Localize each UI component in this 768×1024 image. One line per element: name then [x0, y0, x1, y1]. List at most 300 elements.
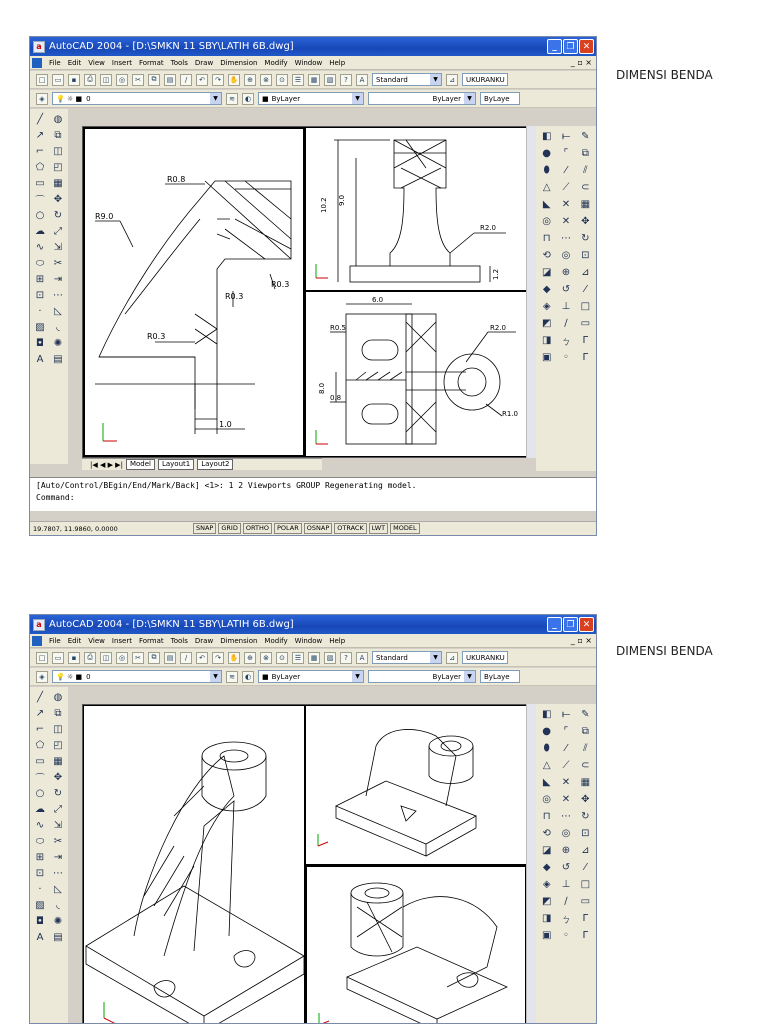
arc-icon[interactable]: ⌒ — [35, 196, 45, 207]
ucs-icon — [318, 834, 328, 846]
plot-icon[interactable]: ⎙ — [84, 74, 96, 86]
zoom-realtime-icon[interactable]: ⊕ — [244, 74, 256, 86]
menu-view[interactable]: View — [88, 636, 105, 645]
doc-window-controls[interactable]: _ ▫ × — [570, 636, 592, 645]
stretch-icon[interactable]: ⇲ — [53, 820, 63, 831]
restore-button[interactable]: ❐ — [563, 617, 578, 632]
move-icon[interactable]: ✥ — [53, 194, 63, 205]
copy-icon[interactable]: ⧉ — [581, 148, 589, 159]
offset-icon[interactable]: ⊂ — [581, 760, 590, 771]
menu-draw[interactable]: Draw — [194, 636, 214, 645]
extend-icon[interactable]: □ — [580, 301, 591, 312]
chamfer-icon[interactable]: Γ — [582, 913, 589, 924]
interfere-icon[interactable]: ◈ — [542, 879, 551, 890]
dim-r03a: R0.3 — [271, 280, 290, 289]
revcloud-icon[interactable]: ☁ — [35, 804, 45, 815]
publish-icon[interactable]: ◎ — [116, 652, 128, 664]
chamfer-icon[interactable]: ◺ — [54, 306, 62, 317]
linetype-dropdown[interactable]: ByLayer ▼ — [368, 92, 476, 105]
preview-icon[interactable]: ◫ — [100, 74, 112, 86]
menu-help[interactable]: Help — [329, 58, 346, 67]
table-icon[interactable]: ▤ — [53, 354, 63, 365]
dim-r9: R9.0 — [95, 212, 114, 221]
tab-nav-arrows[interactable]: |◀ ◀ ▶ ▶| — [90, 460, 123, 469]
paste-icon[interactable]: ▤ — [164, 74, 176, 86]
dim-continue-icon[interactable]: ⊕ — [561, 845, 571, 856]
zoom-realtime-icon[interactable]: ⊕ — [244, 652, 256, 664]
dim-1-0: 1.0 — [219, 420, 232, 429]
menu-dimension[interactable]: Dimension — [220, 636, 258, 645]
spline-icon[interactable]: ∿ — [35, 820, 45, 831]
extend-icon[interactable]: ⇥ — [53, 274, 63, 285]
ucs-icon — [104, 1002, 116, 1024]
menu-file[interactable]: File — [49, 636, 61, 645]
window-title: AutoCAD 2004 - [D:\SMKN 11 SBY\LATIH 6B.dwg] — [49, 619, 294, 630]
properties-icon[interactable]: ☰ — [292, 652, 304, 664]
viewport-iso-left[interactable] — [83, 705, 305, 1024]
text-style-dropdown[interactable]: Standard ▼ — [372, 651, 442, 664]
undo-icon[interactable]: ↶ — [196, 74, 208, 86]
break-icon[interactable]: ⋯ — [53, 290, 63, 301]
chevron-down-icon: ▼ — [352, 93, 363, 104]
make-block-icon[interactable]: ⊡ — [35, 868, 45, 879]
quick-dim-icon[interactable]: ⋯ — [560, 811, 571, 822]
design-center-icon[interactable]: ▦ — [308, 652, 320, 664]
snap-toggle[interactable]: SNAP — [193, 523, 216, 534]
drawing-area[interactable] — [82, 704, 526, 1024]
match-properties-icon[interactable]: / — [180, 652, 192, 664]
scale-icon[interactable]: ⊡ — [581, 250, 590, 261]
document-icon[interactable] — [32, 58, 42, 68]
dim-radius-icon[interactable]: ⟋ — [562, 760, 570, 771]
dim-angular-icon[interactable]: ✕ — [561, 794, 571, 805]
quick-dim-icon[interactable]: ⋯ — [560, 233, 571, 244]
pan-icon[interactable]: ✋ — [229, 75, 239, 84]
minimize-button[interactable]: _ — [547, 39, 562, 54]
rotate-icon[interactable]: ↻ — [581, 233, 590, 244]
pencil-icon[interactable]: ✎ — [581, 709, 590, 720]
construction-line-icon[interactable]: ↗ — [35, 708, 45, 719]
layer-previous-icon[interactable]: ◐ — [242, 93, 254, 105]
circle-icon[interactable]: ○ — [35, 210, 45, 221]
dim-diameter-icon[interactable]: ✕ — [561, 199, 571, 210]
plot-icon[interactable]: ⎙ — [84, 652, 96, 664]
viewport-side[interactable] — [305, 127, 527, 291]
menu-window[interactable]: Window — [294, 58, 323, 67]
color-dropdown[interactable]: ■ ByLayer ▼ — [258, 92, 364, 105]
close-button[interactable]: ✕ — [579, 617, 594, 632]
match-properties-icon[interactable]: / — [180, 74, 192, 86]
hatch-icon[interactable]: ▨ — [35, 900, 45, 911]
dim-text-edit-icon[interactable]: ◦ — [563, 352, 569, 363]
command-history: [Auto/Control/BEgin/End/Mark/Back] <1>: 1 2 Viewports GROUP Regenerating model. — [36, 481, 417, 490]
dim-8-0: 8.0 — [318, 382, 326, 394]
trim-icon[interactable]: ⁄ — [584, 284, 587, 295]
sphere-icon[interactable]: ● — [542, 148, 552, 159]
slice-icon[interactable]: ◪ — [541, 845, 552, 856]
point-icon[interactable]: · — [38, 306, 42, 317]
dim-ordinate-icon[interactable]: ⁄ — [565, 743, 567, 754]
chamfer-icon[interactable]: Γ — [582, 335, 589, 346]
menu-insert[interactable]: Insert — [111, 58, 132, 67]
mirror-icon[interactable]: ◫ — [53, 724, 63, 735]
text-style-icon[interactable]: A — [356, 652, 368, 664]
zoom-previous-icon[interactable]: ⊙ — [276, 74, 288, 86]
redo-icon[interactable]: ↷ — [212, 74, 224, 86]
dim-baseline-icon[interactable]: ◎ — [561, 828, 571, 839]
draw-modify-palette-left — [30, 109, 68, 464]
cut-icon[interactable]: ✂ — [132, 652, 144, 664]
mtext-icon[interactable]: A — [36, 932, 44, 943]
design-center-icon[interactable]: ▦ — [308, 74, 320, 86]
menu-edit[interactable]: Edit — [67, 636, 82, 645]
make-block-icon[interactable]: ⊡ — [35, 290, 45, 301]
construction-line-icon[interactable]: ↗ — [35, 130, 45, 141]
torus-icon[interactable]: ◎ — [542, 216, 552, 227]
move-icon[interactable]: ✥ — [53, 772, 63, 783]
trim-icon[interactable]: ⁄ — [584, 862, 587, 873]
circle-icon[interactable]: ○ — [35, 788, 45, 799]
polyline-icon[interactable]: ⌐ — [35, 146, 45, 157]
explode-icon[interactable]: ✺ — [53, 916, 63, 927]
help-icon[interactable]: ? — [340, 74, 352, 86]
stretch-icon[interactable]: ⊿ — [581, 267, 590, 278]
lwt-toggle[interactable]: LWT — [369, 523, 388, 534]
fillet-icon[interactable]: ◟ — [56, 322, 60, 333]
minimize-button[interactable]: _ — [547, 617, 562, 632]
menu-insert[interactable]: Insert — [111, 636, 132, 645]
break-icon[interactable]: ▭ — [580, 318, 591, 329]
window-title: AutoCAD 2004 - [D:\SMKN 11 SBY\LATIH 6B.dwg] — [49, 41, 294, 52]
menu-bar — [30, 56, 596, 70]
undo-icon[interactable]: ↶ — [196, 652, 208, 664]
zoom-window-icon[interactable]: ⊗ — [260, 74, 272, 86]
zoom-window-icon[interactable]: ⊗ — [260, 652, 272, 664]
stretch-icon[interactable]: ⇲ — [53, 242, 63, 253]
title-bar[interactable] — [30, 615, 596, 634]
modify-palette-right — [536, 126, 596, 471]
mirror-icon[interactable]: ⫽ — [583, 165, 588, 176]
setup-view-icon[interactable]: ◨ — [541, 913, 552, 924]
chevron-down-icon: ▼ — [352, 671, 363, 682]
cone-icon[interactable]: △ — [542, 182, 551, 193]
help-icon[interactable]: ? — [340, 652, 352, 664]
new-icon[interactable]: □ — [36, 74, 48, 86]
linetype-dropdown[interactable]: ByLayer ▼ — [368, 670, 476, 683]
osnap-toggle[interactable]: OSNAP — [304, 523, 332, 534]
rotate-icon[interactable]: ↻ — [53, 788, 63, 799]
command-window[interactable] — [30, 477, 596, 511]
grid-toggle[interactable]: GRID — [218, 523, 240, 534]
menu-help[interactable]: Help — [329, 636, 346, 645]
tool-palettes-icon[interactable]: ▧ — [324, 652, 336, 664]
line-icon[interactable]: ╱ — [36, 692, 44, 703]
tab-layout1[interactable]: Layout1 — [158, 459, 194, 470]
chevron-down-icon: ▼ — [430, 652, 441, 663]
interfere-icon[interactable]: ◈ — [542, 301, 551, 312]
rotate-icon[interactable]: ↻ — [581, 811, 590, 822]
side-label-top: DIMENSI BENDA — [616, 68, 713, 82]
torus-icon[interactable]: ◎ — [542, 794, 552, 805]
save-icon[interactable]: ▪ — [68, 74, 80, 86]
wedge-icon[interactable]: ◣ — [542, 199, 551, 210]
spline-icon[interactable]: ∿ — [35, 242, 45, 253]
close-button[interactable]: ✕ — [579, 39, 594, 54]
rotate-icon[interactable]: ↻ — [53, 210, 63, 221]
dim-continue-icon[interactable]: ⊕ — [561, 267, 571, 278]
dim-aligned-icon[interactable]: ⌜ — [563, 726, 569, 737]
polygon-icon[interactable]: ⬠ — [35, 740, 45, 751]
menu-modify[interactable]: Modify — [264, 636, 288, 645]
open-icon[interactable]: ▭ — [52, 652, 64, 664]
copy-icon[interactable]: ⧉ — [148, 74, 160, 86]
menu-window[interactable]: Window — [294, 636, 323, 645]
polar-toggle[interactable]: POLAR — [274, 523, 302, 534]
rectangle-icon[interactable]: ▭ — [35, 178, 45, 189]
leader-icon[interactable]: ↺ — [561, 284, 571, 295]
dim-style-icon[interactable]: ⊿ — [446, 652, 458, 664]
array-icon[interactable]: ▦ — [580, 777, 591, 788]
scale-icon[interactable]: ⤢ — [54, 226, 62, 237]
viewport-top[interactable] — [305, 291, 527, 457]
text-style-dropdown[interactable]: Standard ▼ — [372, 73, 442, 86]
insert-block-icon[interactable]: ⊞ — [35, 852, 45, 863]
model-toggle[interactable]: MODEL — [390, 523, 419, 534]
dim-9-0: 9.0 — [338, 194, 346, 206]
zoom-previous-icon[interactable]: ⊙ — [276, 652, 288, 664]
offset-icon[interactable]: ◰ — [53, 162, 63, 173]
sphere-icon[interactable]: ● — [542, 726, 552, 737]
ucs-icon — [316, 264, 328, 278]
make-current-layer-icon[interactable]: ≋ — [226, 671, 238, 683]
insert-block-icon[interactable]: ⊞ — [35, 274, 45, 285]
section-icon[interactable]: ◆ — [542, 862, 551, 873]
setup-view-icon[interactable]: ◨ — [541, 335, 552, 346]
menu-tools[interactable]: Tools — [170, 636, 188, 645]
array-icon[interactable]: ▦ — [53, 756, 63, 767]
viewport-iso-right-bottom[interactable] — [305, 865, 527, 1024]
trim-icon[interactable]: ✂ — [53, 258, 63, 269]
setup-drawing-icon[interactable]: ◩ — [541, 318, 552, 329]
cylinder-icon[interactable]: ⬮ — [543, 743, 550, 754]
dim-r20b: R2.0 — [490, 324, 506, 332]
autocad-app-icon[interactable]: a — [33, 619, 45, 631]
dim-text-edit-icon[interactable]: ◦ — [563, 930, 569, 941]
offset-icon[interactable]: ◰ — [53, 740, 63, 751]
dim-ordinate-icon[interactable]: ⁄ — [565, 165, 567, 176]
array-icon[interactable]: ▦ — [580, 199, 591, 210]
lineweight-dropdown[interactable]: ByLaye — [480, 670, 520, 683]
menu-format[interactable]: Format — [138, 58, 164, 67]
pan-icon[interactable]: ✋ — [229, 653, 239, 662]
fillet-icon[interactable]: Γ — [582, 352, 589, 363]
copy-icon[interactable]: ⧉ — [148, 652, 160, 664]
tool-palettes-icon[interactable]: ▧ — [324, 74, 336, 86]
extrude-icon[interactable]: ⊓ — [542, 811, 551, 822]
publish-icon[interactable]: ◎ — [116, 74, 128, 86]
lineweight-dropdown[interactable]: ByLaye — [480, 92, 520, 105]
leader-icon[interactable]: ↺ — [561, 862, 571, 873]
cylinder-icon[interactable]: ⬮ — [543, 165, 550, 176]
modify-palette-right — [536, 704, 596, 1024]
menu-dimension[interactable]: Dimension — [220, 58, 258, 67]
dim-r03c: R0.3 — [147, 332, 166, 341]
otrack-toggle[interactable]: OTRACK — [334, 523, 366, 534]
break-icon[interactable]: ▭ — [580, 896, 591, 907]
ortho-toggle[interactable]: ORTHO — [243, 523, 272, 534]
revolve-icon[interactable]: ⟲ — [542, 828, 551, 839]
mirror-icon[interactable]: ◫ — [53, 146, 63, 157]
arc-icon[interactable]: ⌒ — [35, 774, 45, 785]
mtext-icon[interactable]: A — [36, 354, 44, 365]
center-mark-icon[interactable]: ∕ — [564, 896, 568, 907]
dim-style-icon[interactable]: ⊿ — [446, 74, 458, 86]
menu-file[interactable]: File — [49, 58, 61, 67]
viewport-front[interactable] — [83, 127, 305, 457]
fillet-icon[interactable]: ◟ — [56, 900, 60, 911]
dim-edit-icon[interactable]: ㄅ — [560, 915, 571, 926]
revolve-icon[interactable]: ⟲ — [542, 250, 551, 261]
move-icon[interactable]: ✥ — [581, 794, 590, 805]
offset-icon[interactable]: ⊂ — [581, 182, 590, 193]
chevron-down-icon: ▼ — [210, 671, 221, 682]
section-icon[interactable]: ◆ — [542, 284, 551, 295]
new-icon[interactable]: □ — [36, 652, 48, 664]
chevron-down-icon: ▼ — [464, 93, 475, 104]
dim-diameter-icon[interactable]: ✕ — [561, 777, 571, 788]
table-icon[interactable]: ▤ — [53, 932, 63, 943]
make-current-layer-icon[interactable]: ≋ — [226, 93, 238, 105]
layers-toolbar — [30, 668, 596, 686]
layer-previous-icon[interactable]: ◐ — [242, 671, 254, 683]
dim-linear-icon[interactable]: ⟝ — [561, 131, 571, 142]
erase-icon[interactable]: ◍ — [53, 114, 63, 125]
viewport-iso-right-top[interactable] — [305, 705, 527, 865]
copy-icon[interactable]: ⧉ — [581, 726, 589, 737]
properties-icon[interactable]: ☰ — [292, 74, 304, 86]
chevron-down-icon: ▼ — [464, 671, 475, 682]
scale-icon[interactable]: ⤢ — [54, 804, 62, 815]
layer-manager-icon[interactable]: ◈ — [36, 671, 48, 683]
tab-layout2[interactable]: Layout2 — [197, 459, 233, 470]
menu-draw[interactable]: Draw — [194, 58, 214, 67]
document-icon[interactable] — [32, 636, 42, 646]
center-mark-icon[interactable]: ∕ — [564, 318, 568, 329]
array-icon[interactable]: ▦ — [53, 178, 63, 189]
stretch-icon[interactable]: ⊿ — [581, 845, 590, 856]
setup-profile-icon[interactable]: ▣ — [541, 930, 552, 941]
layer-dropdown[interactable]: 💡 ☼ ■ 0 ▼ — [52, 670, 222, 683]
doc-window-controls[interactable]: _ ▫ × — [570, 58, 592, 67]
polygon-icon[interactable]: ⬠ — [35, 162, 45, 173]
revcloud-icon[interactable]: ☁ — [35, 226, 45, 237]
setup-profile-icon[interactable]: ▣ — [541, 352, 552, 363]
dim-edit-icon[interactable]: ㄅ — [560, 337, 571, 348]
extend-icon[interactable]: ⇥ — [53, 852, 63, 863]
point-icon[interactable]: · — [38, 884, 42, 895]
cut-icon[interactable]: ✂ — [132, 74, 144, 86]
layer-manager-icon[interactable]: ◈ — [36, 93, 48, 105]
box-icon[interactable]: ◧ — [541, 709, 552, 720]
menu-modify[interactable]: Modify — [264, 58, 288, 67]
erase-icon[interactable]: ◍ — [53, 692, 63, 703]
autocad-app-icon[interactable]: a — [33, 41, 45, 53]
chevron-down-icon: ▼ — [430, 74, 441, 85]
tolerance-icon[interactable]: ⊥ — [561, 301, 571, 312]
move-icon[interactable]: ✥ — [581, 216, 590, 227]
trim-icon[interactable]: ✂ — [53, 836, 63, 847]
dim-angular-icon[interactable]: ✕ — [561, 216, 571, 227]
copy-object-icon[interactable]: ⧉ — [54, 708, 62, 719]
menu-format[interactable]: Format — [138, 636, 164, 645]
mirror-icon[interactable]: ⫽ — [583, 743, 588, 754]
text-style-icon[interactable]: A — [356, 74, 368, 86]
ellipse-icon[interactable]: ⬭ — [35, 258, 45, 269]
fillet-icon[interactable]: Γ — [582, 930, 589, 941]
copy-object-icon[interactable]: ⧉ — [54, 130, 62, 141]
dim-r08: R0.8 — [167, 175, 186, 184]
dim-r03b: R0.3 — [225, 292, 244, 301]
extrude-icon[interactable]: ⊓ — [542, 233, 551, 244]
pencil-icon[interactable]: ✎ — [581, 131, 590, 142]
preview-icon[interactable]: ◫ — [100, 652, 112, 664]
dim-linear-icon[interactable]: ⟝ — [561, 709, 571, 720]
slice-icon[interactable]: ◪ — [541, 267, 552, 278]
cone-icon[interactable]: △ — [542, 760, 551, 771]
chevron-down-icon: ▼ — [210, 93, 221, 104]
dim-style-dropdown[interactable]: UKURANKU — [462, 651, 508, 664]
line-icon[interactable]: ╱ — [36, 114, 44, 125]
redo-icon[interactable]: ↷ — [212, 652, 224, 664]
setup-drawing-icon[interactable]: ◩ — [541, 896, 552, 907]
break-icon[interactable]: ⋯ — [53, 868, 63, 879]
rectangle-icon[interactable]: ▭ — [35, 756, 45, 767]
tolerance-icon[interactable]: ⊥ — [561, 879, 571, 890]
tab-model[interactable]: Model — [126, 459, 155, 470]
dim-aligned-icon[interactable]: ⌜ — [563, 148, 569, 159]
box-icon[interactable]: ◧ — [541, 131, 552, 142]
dim-1-2: 1.2 — [492, 268, 500, 280]
layer-dropdown[interactable]: 💡 ☼ ■ 0 ▼ — [52, 92, 222, 105]
dim-style-dropdown[interactable]: UKURANKU — [462, 73, 508, 86]
region-icon[interactable]: ◘ — [36, 916, 44, 927]
open-icon[interactable]: ▭ — [52, 74, 64, 86]
hatch-icon[interactable]: ▨ — [35, 322, 45, 333]
menu-view[interactable]: View — [88, 58, 105, 67]
extend-icon[interactable]: □ — [580, 879, 591, 890]
dim-radius-icon[interactable]: ⟋ — [562, 182, 570, 193]
draw-modify-palette-left — [30, 687, 68, 1024]
command-prompt[interactable]: Command: — [36, 493, 75, 502]
drawing-area[interactable] — [82, 126, 526, 458]
dim-baseline-icon[interactable]: ◎ — [561, 250, 571, 261]
wedge-icon[interactable]: ◣ — [542, 777, 551, 788]
side-label-bottom: DIMENSI BENDA — [616, 644, 713, 658]
title-bar[interactable] — [30, 37, 596, 56]
ellipse-icon[interactable]: ⬭ — [35, 836, 45, 847]
region-icon[interactable]: ◘ — [36, 338, 44, 349]
scale-icon[interactable]: ⊡ — [581, 828, 590, 839]
color-dropdown[interactable]: ■ ByLayer ▼ — [258, 670, 364, 683]
polyline-icon[interactable]: ⌐ — [35, 724, 45, 735]
chamfer-icon[interactable]: ◺ — [54, 884, 62, 895]
save-icon[interactable]: ▪ — [68, 652, 80, 664]
restore-button[interactable]: ❐ — [563, 39, 578, 54]
explode-icon[interactable]: ✺ — [53, 338, 63, 349]
menu-tools[interactable]: Tools — [170, 58, 188, 67]
paste-icon[interactable]: ▤ — [164, 652, 176, 664]
menu-edit[interactable]: Edit — [67, 58, 82, 67]
